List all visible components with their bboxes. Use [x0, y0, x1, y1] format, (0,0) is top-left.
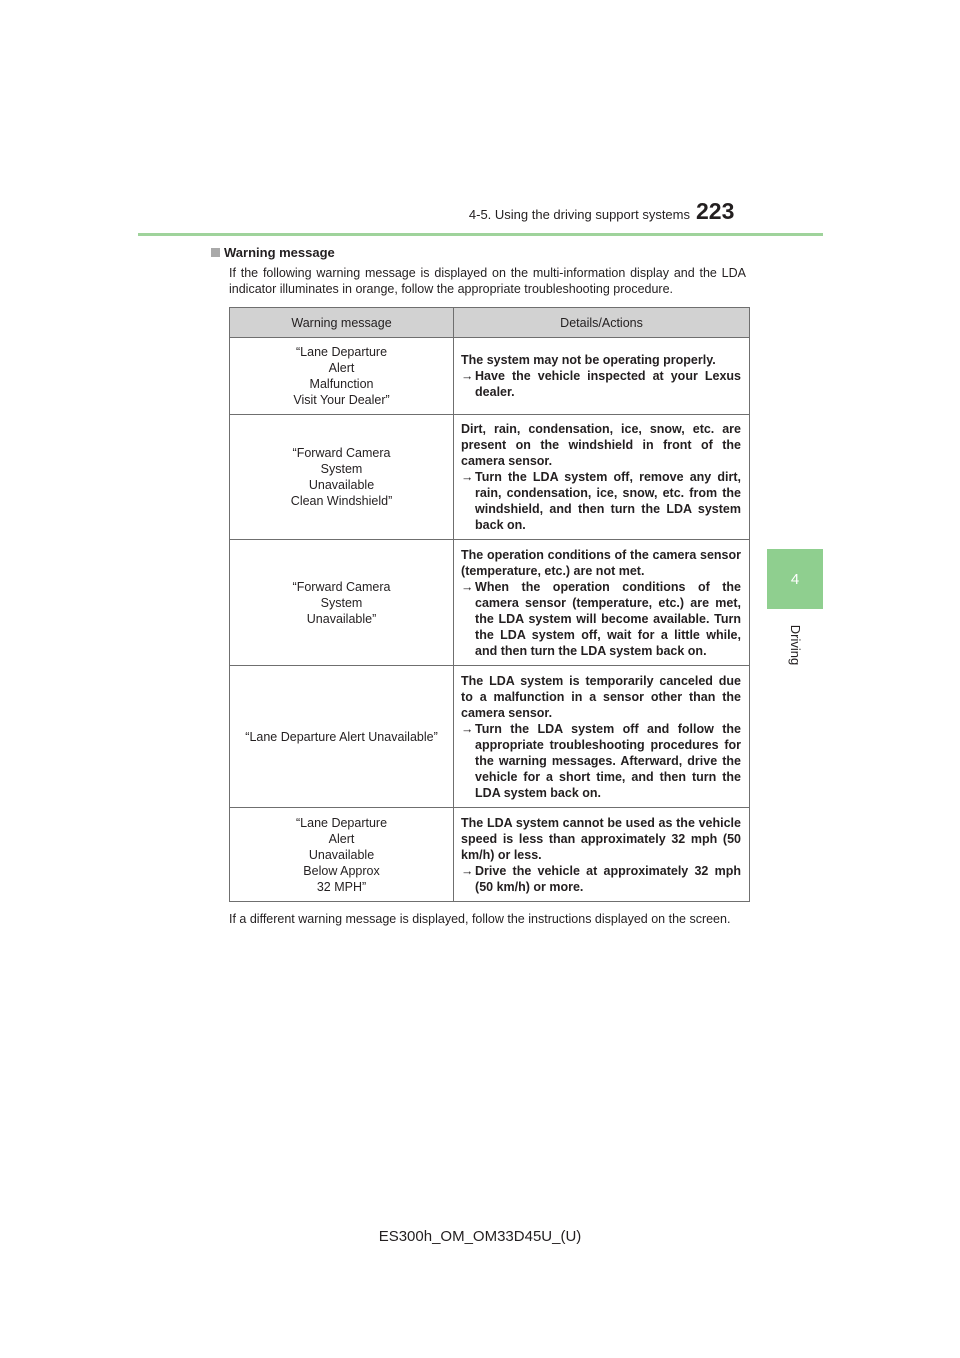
footnote-paragraph: If a different warning message is displayed, follow the instructions displayed on the screen. — [229, 912, 731, 926]
details-cell — [454, 540, 750, 666]
header-warning-message: Warning message — [230, 308, 454, 338]
table-row — [230, 808, 750, 902]
action-text: Turn the LDA system off, remove any dirt, rain, condensation, ice, snow, etc. from the windshield, and then turn the LDA system back on. — [475, 470, 741, 532]
arrow-right-icon: → — [461, 369, 474, 383]
message-line: System — [320, 462, 363, 476]
detail-text: Dirt, rain, condensation, ice, snow, etc. are present on the windshield in front of the camera sensor. — [461, 422, 741, 468]
table-row — [230, 666, 750, 808]
details-cell — [454, 338, 750, 415]
arrow-right-icon: → — [461, 721, 474, 736]
detail-text: The system may not be operating properly. — [461, 353, 716, 367]
arrow-right-icon: → — [461, 863, 474, 878]
details-cell — [454, 808, 750, 902]
message-line: Alert — [328, 831, 355, 846]
section-heading-text: Warning message — [224, 245, 335, 260]
message-line: “Lane Departure — [296, 815, 388, 830]
message-line: Unavailable” — [306, 611, 377, 626]
warning-message-cell — [230, 415, 454, 540]
details-cell — [454, 415, 750, 540]
message-line: Visit Your Dealer” — [293, 393, 390, 407]
message-line: Unavailable — [308, 847, 375, 862]
warning-message-cell — [230, 338, 454, 415]
message-line: “Lane Departure Alert Unavailable” — [245, 729, 438, 744]
table-row — [230, 415, 750, 540]
chapter-tab — [767, 549, 823, 609]
table-row — [230, 540, 750, 666]
document-id: ES300h_OM_OM33D45U_(U) — [378, 1228, 582, 1245]
action-text: Turn the LDA system off and follow the appropriate troubleshooting procedures for the warning messages. Afterward, drive the vehicle for a short time, and then turn the LDA system back on. — [475, 721, 741, 800]
header-details-actions: Details/Actions — [454, 308, 750, 338]
section-heading — [211, 245, 335, 260]
message-line: 32 MPH” — [316, 879, 367, 894]
message-line: “Forward Camera — [292, 579, 391, 594]
message-line: Alert — [328, 361, 355, 375]
intro-paragraph: If the following warning message is displayed on the multi-information display and the LDA indicator illuminates in orange, follow the appropriate troubleshooting procedure. — [229, 266, 746, 296]
details-cell — [454, 666, 750, 808]
message-line: “Lane Departure — [296, 345, 388, 359]
message-line: System — [320, 595, 363, 610]
chapter-number: 4 — [790, 570, 800, 588]
warning-message-cell — [230, 666, 454, 808]
message-line: Malfunction — [309, 377, 374, 391]
warning-message-cell — [230, 540, 454, 666]
message-line: Unavailable — [308, 478, 375, 492]
detail-text: The LDA system is temporarily canceled due to a malfunction in a sensor other than the camera sensor. — [461, 673, 741, 720]
warning-message-cell — [230, 808, 454, 902]
message-line: Below Approx — [303, 863, 380, 878]
arrow-right-icon: → — [461, 470, 474, 484]
action-text: When the operation conditions of the camera sensor (temperature, etc.) are met, the LDA system will become available. Turn the LDA system off, wait for a little while, and then turn the LDA system back on. — [475, 579, 741, 658]
table-header-row — [230, 308, 750, 338]
square-bullet-icon — [211, 248, 220, 257]
table-row — [230, 338, 750, 415]
page-number: 223 — [696, 198, 735, 224]
section-title: 4-5. Using the driving support systems — [468, 207, 690, 222]
message-line: Clean Windshield” — [290, 494, 393, 508]
message-line: “Forward Camera — [292, 446, 391, 460]
detail-text: The operation conditions of the camera sensor (temperature, etc.) are not met. — [461, 547, 741, 578]
chapter-label: Driving — [788, 624, 803, 666]
action-text: Have the vehicle inspected at your Lexus dealer. — [475, 369, 741, 399]
arrow-right-icon: → — [461, 579, 474, 594]
warning-message-table — [229, 307, 750, 902]
action-text: Drive the vehicle at approximately 32 mph (50 km/h) or more. — [475, 863, 741, 894]
header-divider — [138, 233, 823, 236]
detail-text: The LDA system cannot be used as the vehicle speed is less than approximately 32 mph (50 km/h) or less. — [461, 815, 741, 862]
